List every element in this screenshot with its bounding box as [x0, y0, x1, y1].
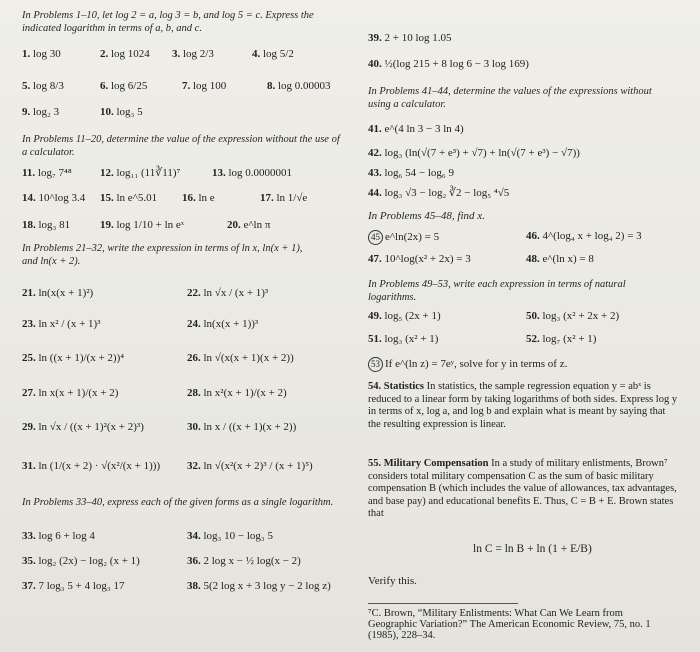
problem-53: 53 If e^(ln z) = 7eʸ, solve for y in terms of z.	[368, 357, 567, 372]
compensation-formula: ln C = ln B + ln (1 + E/B)	[473, 543, 592, 555]
instruction-problems-45-48: In Problems 45–48, find x.	[368, 210, 485, 222]
problem-11: 11. log₇ 7⁴⁸	[22, 167, 72, 179]
problem-31: 31. ln (1/(x + 2) · √(x²/(x + 1)))	[22, 460, 161, 472]
verify-text: Verify this.	[368, 575, 417, 587]
problem-49: 49. log₅ (2x + 1)	[368, 310, 441, 322]
circled-problem-mark: 53	[368, 357, 383, 372]
instruction-problems-33-40: In Problems 33–40, express each of the given forms as a single logarithm.	[22, 497, 334, 508]
problem-37: 37. 7 log₃ 5 + 4 log₃ 17	[22, 580, 125, 592]
problem-8: 8. log 0.00003	[267, 80, 331, 92]
problem-6: 6. log 6/25	[100, 80, 148, 92]
problem-23: 23. ln x² / (x + 1)³	[22, 318, 101, 330]
instruction-problems-11-20: In Problems 11–20, determine the value of the expression without the use of a calculator.	[22, 134, 340, 158]
problem-29: 29. ln √x / ((x + 1)²(x + 2)³)	[22, 421, 144, 433]
problem-25: 25. ln ((x + 1)/(x + 2))⁴	[22, 352, 125, 364]
problem-30: 30. ln x / ((x + 1)(x + 2))	[187, 421, 297, 433]
problem-51: 51. log₃ (x² + 1)	[368, 333, 439, 345]
footnote: ⁷C. Brown, “Military Enlistments: What Can We Learn from Geographic Variation?” The American Economic Review, 75, no. 1 (1985), 228–34.	[368, 608, 651, 641]
problem-52: 52. log₇ (x² + 1)	[526, 333, 597, 345]
problem-46: 46. 4^(log₄ x + log₄ 2) = 3	[526, 230, 642, 242]
problem-16: 16. ln e	[182, 192, 215, 204]
problem-26: 26. ln √(x(x + 1)(x + 2))	[187, 352, 294, 364]
instruction-problems-41-44: In Problems 41–44, determine the values of the expressions without using a calculator.	[368, 86, 652, 110]
circled-problem-mark: 45	[368, 230, 383, 245]
problem-24: 24. ln(x(x + 1))³	[187, 318, 259, 330]
instruction-problems-49-53: In Problems 49–53, write each expression in terms of natural logarithms.	[368, 279, 626, 303]
problem-39: 39. 2 + 10 log 1.05	[368, 32, 452, 44]
problem-17: 17. ln 1/√e	[260, 192, 308, 204]
problem-33: 33. log 6 + log 4	[22, 530, 95, 542]
footnote-rule	[368, 603, 518, 604]
problem-19: 19. log 1/10 + ln eˣ	[100, 219, 184, 231]
problem-14: 14. 10^log 3.4	[22, 192, 86, 204]
problem-3: 3. log 2/3	[172, 48, 214, 60]
problem-41: 41. e^(4 ln 3 − 3 ln 4)	[368, 123, 464, 135]
problem-55: 55. Military Compensation In a study of military enlistments, Brown⁷ considers total military compensation C as the sum of basic military compensation B (which includes the value of allowances, tax advantages, and base pay) and educational benefits E. Thus, C = B + E. Brown states that	[368, 458, 677, 520]
problem-50: 50. log₃ (x² + 2x + 2)	[526, 310, 620, 322]
problem-15: 15. ln e^5.01	[100, 192, 158, 204]
problem-54: 54. Statistics In statistics, the sample regression equation y = abˣ is reduced to a linear form by taking logarithms of both sides. Express log y in terms of x, log a, and log b and explain what is meant by saying that the resulting expression is linear.	[368, 381, 678, 430]
instruction-problems-21-32: In Problems 21–32, write the expression in terms of ln x, ln(x + 1), and ln(x + 2).	[22, 243, 303, 267]
problem-54-text: In statistics, the sample regression equation y = abˣ is reduced to a linear form by taking logarithms of both sides. Express log y in terms of x, log a, and log b and explain what is meant by saying that the resulting expression is linear.	[368, 381, 678, 430]
problem-13: 13. log 0.0000001	[212, 167, 293, 179]
problem-12: 12. log₁₁ (11∛11)⁷	[100, 167, 181, 179]
problem-45: 45 e^ln(2x) = 5	[368, 230, 439, 245]
problem-36: 36. 2 log x − ½ log(x − 2)	[187, 555, 301, 567]
problem-18: 18. log₃ 81	[22, 219, 71, 231]
problem-4: 4. log 5/2	[252, 48, 294, 60]
problem-5: 5. log 8/3	[22, 80, 64, 92]
problem-1: 1. log 30	[22, 48, 61, 60]
problem-54-title: Statistics	[383, 381, 424, 392]
problem-22: 22. ln √x / (x + 1)³	[187, 287, 269, 299]
problem-44: 44. log₃ √3 − log₂ ∛2 − log₅ ⁴√5	[368, 187, 510, 199]
problem-21: 21. ln(x(x + 1)²)	[22, 287, 94, 299]
problem-20: 20. e^ln π	[227, 219, 271, 231]
problem-55-title: Military Compensation	[383, 458, 489, 469]
problem-9: 9. log₂ 3	[22, 106, 60, 118]
problem-40: 40. ½(log 215 + 8 log 6 − 3 log 169)	[368, 58, 529, 70]
problem-28: 28. ln x²(x + 1)/(x + 2)	[187, 387, 287, 399]
problem-35: 35. log₂ (2x) − log₂ (x + 1)	[22, 555, 140, 567]
problem-43: 43. log₆ 54 − log₆ 9	[368, 167, 454, 179]
problem-48: 48. e^(ln x) = 8	[526, 253, 594, 265]
instruction-problems-1-10: In Problems 1–10, let log 2 = a, log 3 = b, and log 5 = c. Express the indicated logarithm in terms of a, b, and c.	[22, 10, 314, 34]
problem-32: 32. ln √(x²(x + 2)³ / (x + 1)⁵)	[187, 460, 313, 472]
problem-42: 42. log₃ (ln(√(7 + e³) + √7) + ln(√(7 + e³) − √7))	[368, 147, 580, 159]
problem-10: 10. log₃ 5	[100, 106, 143, 118]
problem-2: 2. log 1024	[100, 48, 150, 60]
problem-7: 7. log 100	[182, 80, 227, 92]
problem-38: 38. 5(2 log x + 3 log y − 2 log z)	[187, 580, 331, 592]
problem-34: 34. log₃ 10 − log₃ 5	[187, 530, 273, 542]
problem-55-text: In a study of military enlistments, Brown⁷ considers total military compensation C as the sum of basic military compensation B (which includes the value of allowances, tax advantages, and base pay) and educational benefits E. Thus, C = B + E. Brown states that	[368, 458, 677, 520]
problem-27: 27. ln x(x + 1)/(x + 2)	[22, 387, 119, 399]
problem-47: 47. 10^log(x² + 2x) = 3	[368, 253, 471, 265]
